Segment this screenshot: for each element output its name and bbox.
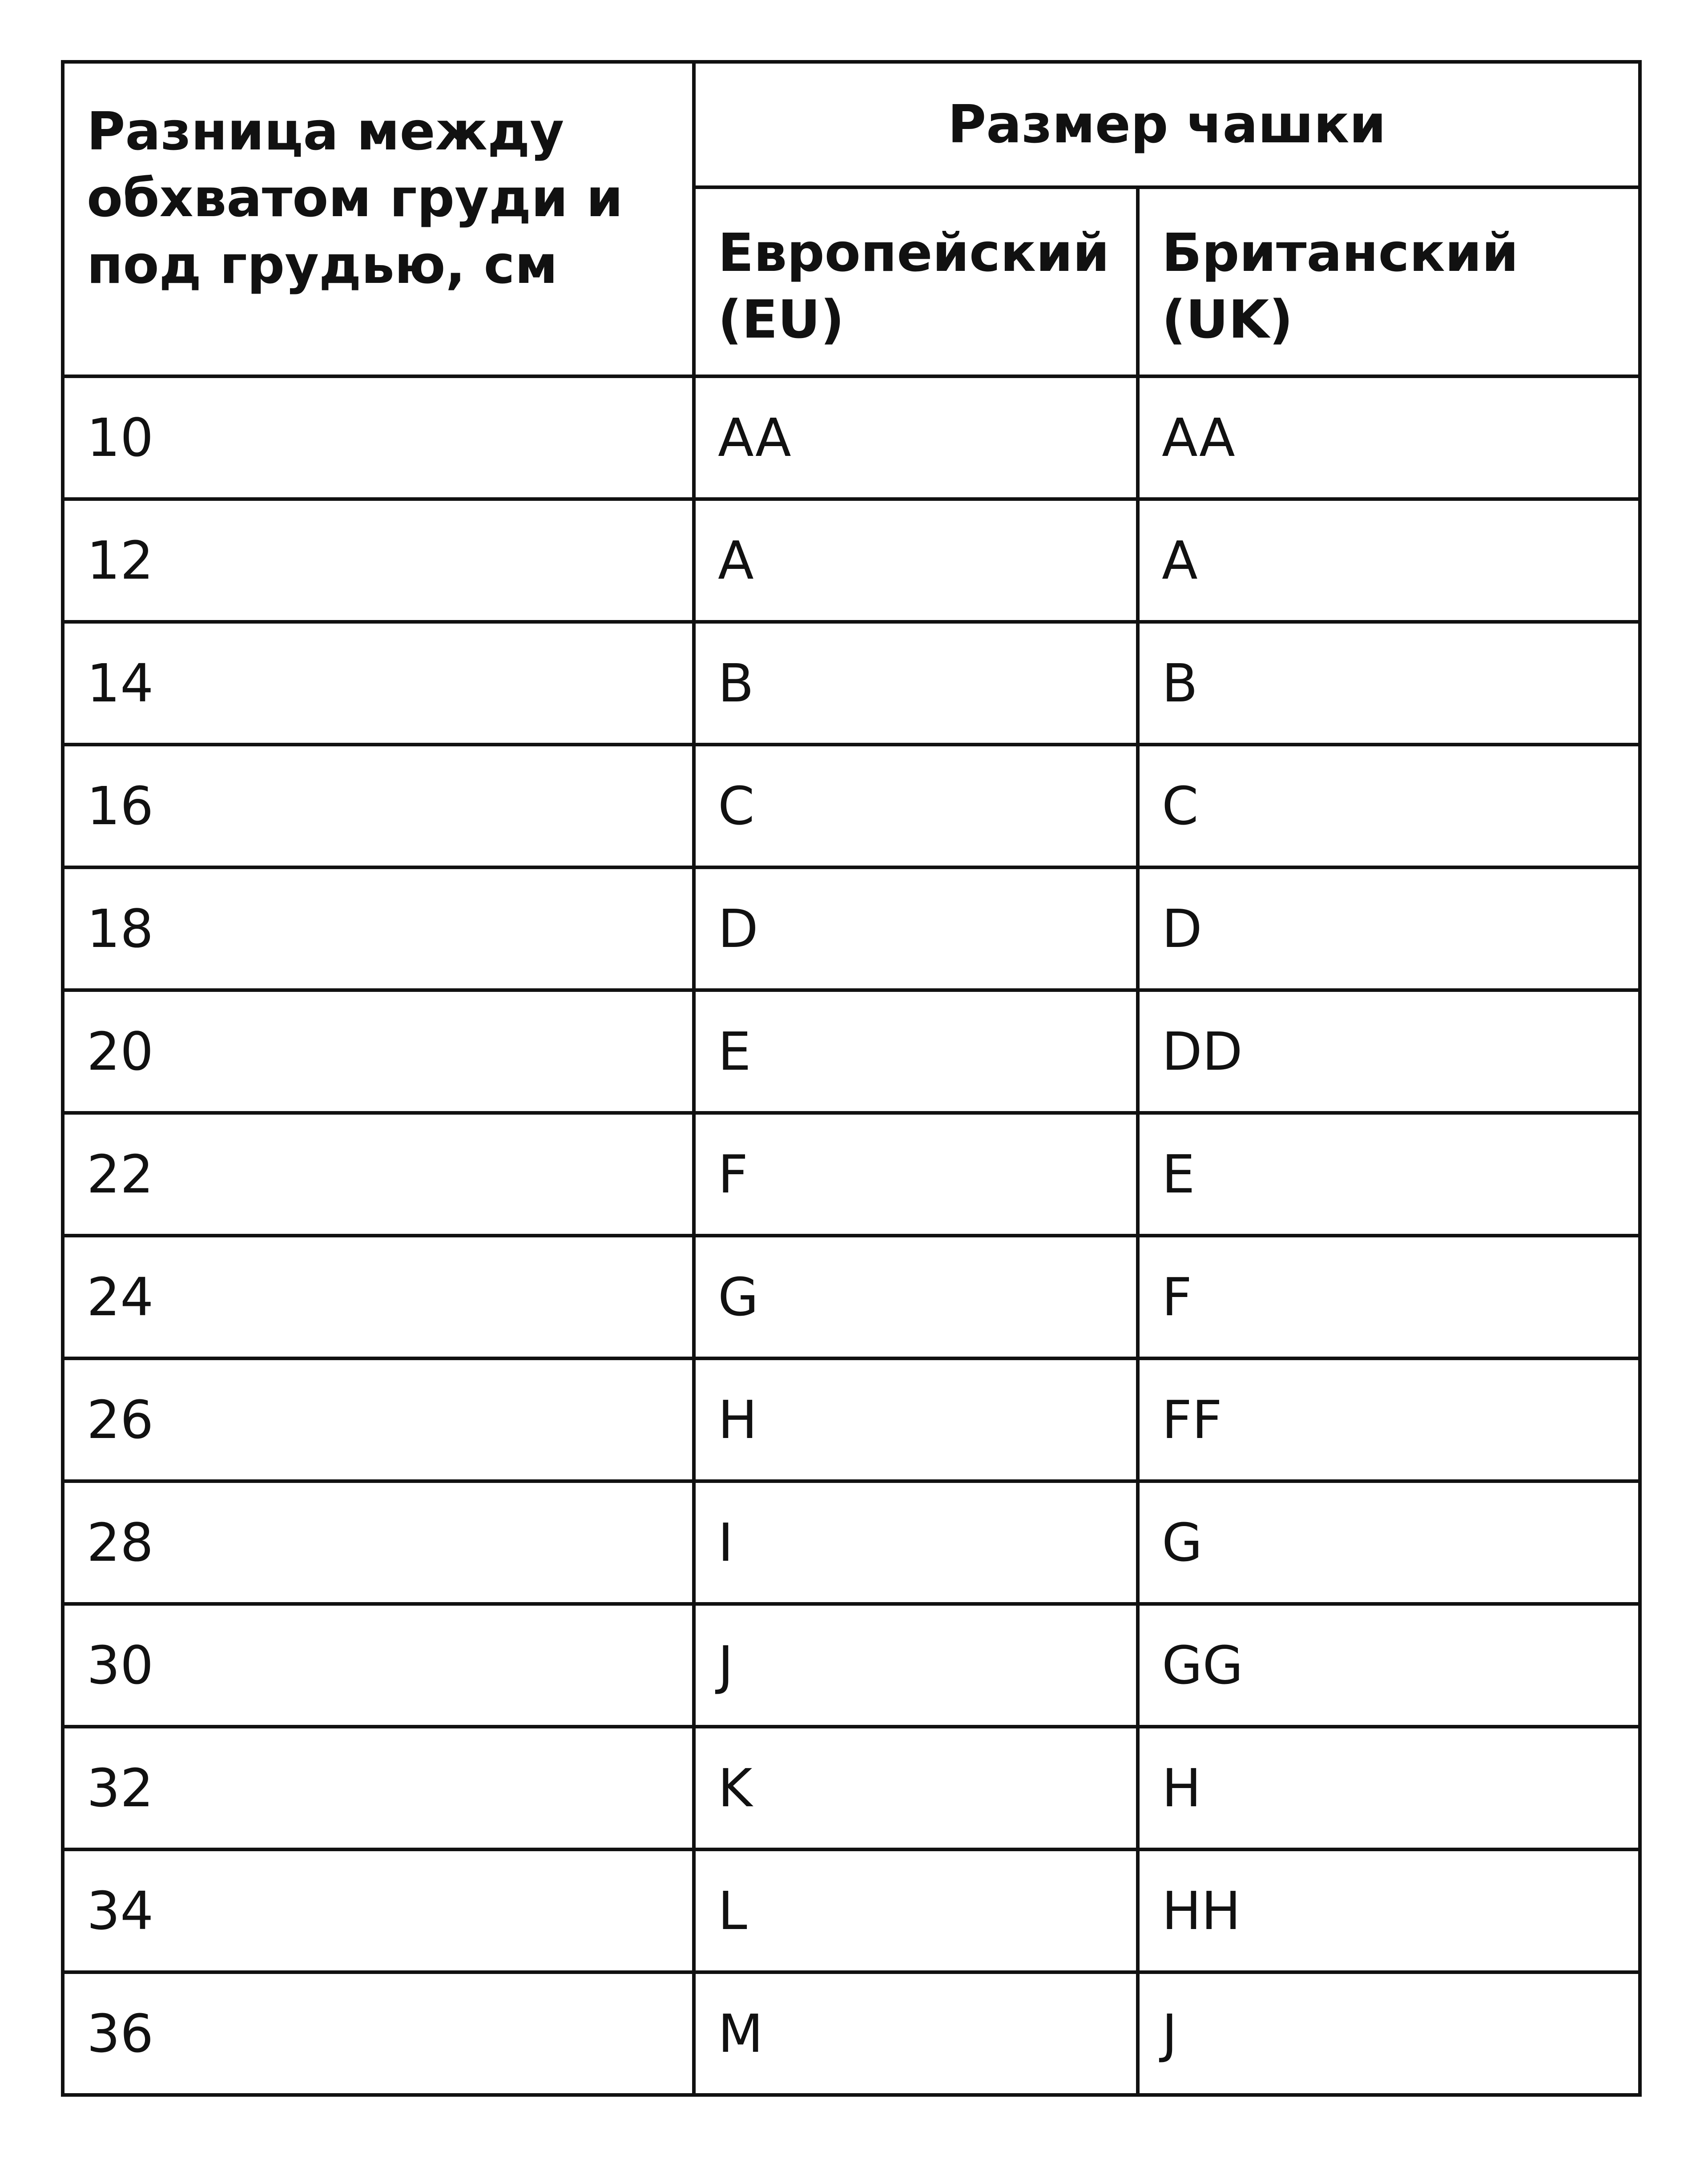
table-row xyxy=(63,1236,1640,1358)
eu-size-cell: K xyxy=(694,1727,1138,1849)
table-row xyxy=(63,499,1640,622)
eu-size-cell: B xyxy=(694,622,1138,745)
uk-size-cell: HH xyxy=(1138,1849,1640,1972)
uk-size-cell: H xyxy=(1138,1727,1640,1849)
difference-cell: 34 xyxy=(63,1849,694,1972)
uk-size-cell: GG xyxy=(1138,1604,1640,1727)
uk-size-cell: F xyxy=(1138,1236,1640,1358)
difference-cell: 22 xyxy=(63,1113,694,1236)
difference-cell: 20 xyxy=(63,990,694,1113)
eu-size-cell: H xyxy=(694,1358,1138,1481)
difference-column-header: Разница между обхватом груди и под грудью, см xyxy=(63,62,694,376)
header-row xyxy=(63,62,1640,187)
table-row xyxy=(63,1849,1640,1972)
difference-cell: 32 xyxy=(63,1727,694,1849)
uk-size-cell: DD xyxy=(1138,990,1640,1113)
difference-cell: 14 xyxy=(63,622,694,745)
table-header xyxy=(63,62,1640,376)
table-row xyxy=(63,1604,1640,1727)
table-row xyxy=(63,745,1640,867)
uk-size-cell: E xyxy=(1138,1113,1640,1236)
eu-column-header: Европейский (EU) xyxy=(694,187,1138,376)
eu-size-cell: L xyxy=(694,1849,1138,1972)
uk-size-cell: D xyxy=(1138,867,1640,990)
cup-size-group-header: Размер чашки xyxy=(694,62,1640,187)
difference-cell: 28 xyxy=(63,1481,694,1604)
cup-size-table xyxy=(61,60,1642,2097)
table-row xyxy=(63,622,1640,745)
uk-size-cell: AA xyxy=(1138,376,1640,499)
difference-cell: 18 xyxy=(63,867,694,990)
table-row xyxy=(63,867,1640,990)
difference-cell: 10 xyxy=(63,376,694,499)
difference-cell: 26 xyxy=(63,1358,694,1481)
uk-size-cell: A xyxy=(1138,499,1640,622)
table-row xyxy=(63,1113,1640,1236)
eu-size-cell: AA xyxy=(694,376,1138,499)
table-row xyxy=(63,1727,1640,1849)
table-body xyxy=(63,376,1640,2095)
eu-size-cell: D xyxy=(694,867,1138,990)
difference-cell: 12 xyxy=(63,499,694,622)
uk-size-cell: FF xyxy=(1138,1358,1640,1481)
table-row xyxy=(63,990,1640,1113)
table-row xyxy=(63,376,1640,499)
table-row xyxy=(63,1358,1640,1481)
difference-cell: 30 xyxy=(63,1604,694,1727)
eu-size-cell: M xyxy=(694,1972,1138,2095)
table-row xyxy=(63,1481,1640,1604)
uk-size-cell: G xyxy=(1138,1481,1640,1604)
eu-size-cell: J xyxy=(694,1604,1138,1727)
eu-size-cell: F xyxy=(694,1113,1138,1236)
difference-cell: 16 xyxy=(63,745,694,867)
eu-size-cell: I xyxy=(694,1481,1138,1604)
table-row xyxy=(63,1972,1640,2095)
eu-size-cell: C xyxy=(694,745,1138,867)
eu-size-cell: E xyxy=(694,990,1138,1113)
difference-cell: 24 xyxy=(63,1236,694,1358)
uk-column-header: Британский (UK) xyxy=(1138,187,1640,376)
eu-size-cell: G xyxy=(694,1236,1138,1358)
eu-size-cell: A xyxy=(694,499,1138,622)
difference-cell: 36 xyxy=(63,1972,694,2095)
uk-size-cell: B xyxy=(1138,622,1640,745)
uk-size-cell: C xyxy=(1138,745,1640,867)
uk-size-cell: J xyxy=(1138,1972,1640,2095)
